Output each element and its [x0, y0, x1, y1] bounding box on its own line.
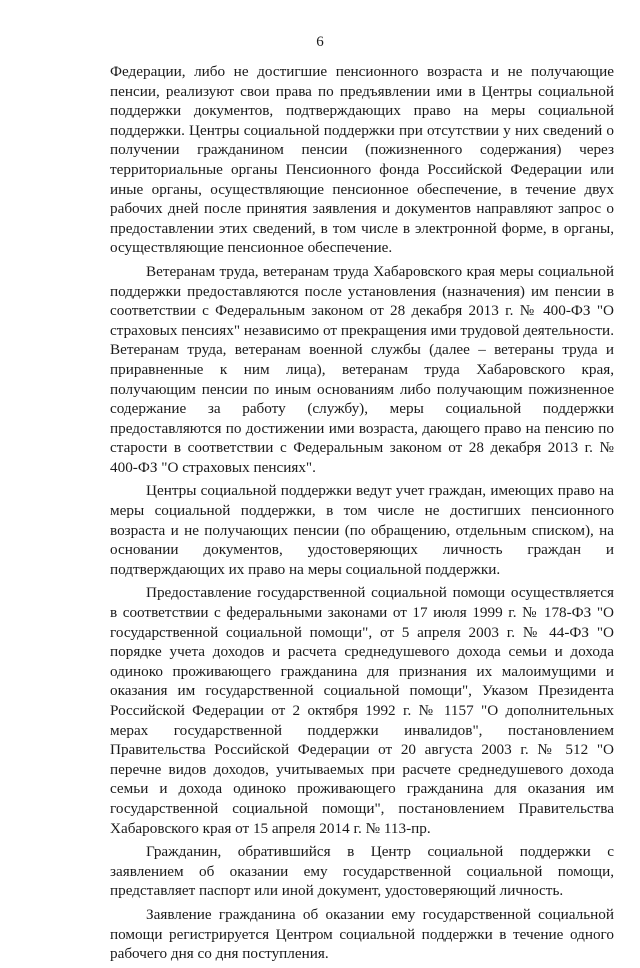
paragraph-citizen-registry: Центры социальной поддержки ведут учет граждан, имеющих право на меры социальной поддержки, в том числе не достигших пенсионного возраста и не получающих пенсии (по обращению, отдельным списком), на основании документов, удостоверяющих личность граждан и подтверждающих их право на меры социальной поддержки. [110, 482, 614, 578]
document-body [110, 62, 614, 968]
paragraph-continuation: Федерации, либо не достигшие пенсионного возраста и не получающие пенсии, реализуют свои права по предъявлении ими в Центры социальной поддержки документов, подтверждающих право на меры социальной поддержки. Центры социальной поддержки при отсутствии у них сведений о получении гражданином пенсии (пожизненного содержания) через территориальные органы Пенсионного фонда Российской Федерации или иные органы, осуществляющие пенсионное обеспечение, в течение двух рабочих дней после принятия заявления и документов направляют запрос о предоставлении этих сведений, в том числе в электронной форме, в органы, осуществляющие пенсионное обеспечение. [110, 63, 614, 257]
paragraph-application-documents: Гражданин, обратившийся в Центр социальной поддержки с заявлением об оказании ему государственной социальной помощи, представляет паспорт или иной документ, удостоверяющий личность. [110, 843, 614, 900]
page-number: 6 [316, 34, 324, 50]
paragraph-labor-veterans: Ветеранам труда, ветеранам труда Хабаровского края меры социальной поддержки предоставляются после установления (назначения) им пенсии в соответствии с Федеральным законом от 28 декабря 2013 г. № 400-ФЗ "О страховых пенсиях" независимо от прекращения ими трудовой деятельности. Ветеранам труда, ветеранам военной службы (далее – ветераны труда и приравненные к ним лица), ветеранам труда Хабаровского края, получающим пенсии по иным основаниям либо получающим пожизненное содержание за работу (службу), меры социальной поддержки предоставляются по достижении ими возраста, дающего право на пенсию по старости в соответствии с Федеральным законом от 28 декабря 2013 г. № 400-ФЗ "О страховых пенсиях". [110, 262, 614, 476]
paragraph-state-social-assistance: Предоставление государственной социальной помощи осуществляется в соответствии с федеральными законами от 17 июля 1999 г. № 178-ФЗ "О государственной социальной помощи", от 5 апреля 2003 г. № 44-ФЗ "О порядке учета доходов и расчета среднедушевого дохода семьи и дохода одиноко проживающего гражданина для признания их малоимущими и оказания им государственной социальной помощи", Указом Президента Российской Федерации от 2 октября 1992 г. № 1157 "О дополнительных мерах государственной поддержки инвалидов", постановлением Правительства Российской Федерации от 20 августа 2003 г. № 512 "О перечне видов доходов, учитываемых при расчете среднедушевого дохода семьи и дохода одиноко проживающего гражданина для оказания им государственной социальной помощи", постановлением Правительства Хабаровского края от 15 апреля 2014 г. № 113-пр. [110, 584, 614, 837]
paragraph-application-registration: Заявление гражданина об оказании ему государственной социальной помощи регистрируется Центром социальной поддержки в течение одного рабочего дня со дня поступления. [110, 905, 614, 963]
